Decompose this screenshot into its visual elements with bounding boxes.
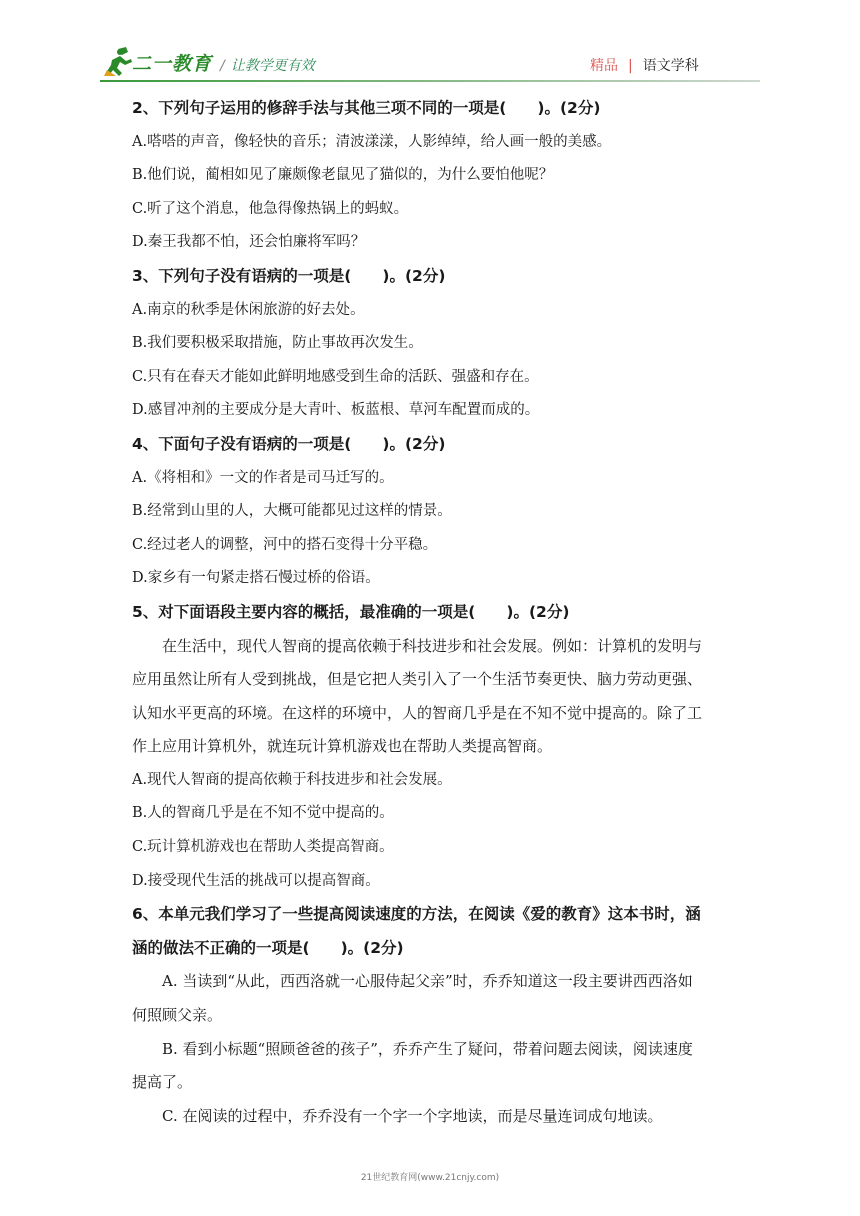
option: D.接受现代生活的挑战可以提高智商。 (132, 872, 380, 889)
option: C.只有在春天才能如此鲜明地感受到生命的活跃、强盛和存在。 (132, 368, 539, 385)
option: D.家乡有一句紧走搭石慢过桥的俗语。 (132, 570, 380, 587)
header-divider (100, 80, 760, 82)
page-footer: 21世纪教育网(www.21cnjy.com) (360, 1173, 500, 1183)
passage-line: 认知水平更高的环境。在这样的环境中，人的智商几乎是在不知不觉中提高的。除了工 (132, 703, 703, 722)
option: A.南京的秋季是休闲旅游的好去处。 (132, 301, 365, 318)
option: B.他们说，蔺相如见了廉颇像老鼠见了猫似的，为什么要怕他呢？ (132, 167, 554, 184)
option: C.听了这个消息，他急得像热锅上的蚂蚁。 (132, 200, 409, 217)
option: B.我们要积极采取措施，防止事故再次发生。 (132, 335, 423, 352)
logo-text: 二一教育 (132, 53, 213, 75)
option: A.现代人智商的提高依赖于科技进步和社会发展。 (132, 771, 452, 788)
option: C. 在阅读的过程中，乔乔没有一个字一个字地读，而是尽量连词成句地读。 (132, 1106, 663, 1125)
question-stem: 涵的做法不正确的一项是( )。(2分) (132, 938, 404, 957)
option: B.经常到山里的人，大概可能都见过这样的情景。 (132, 503, 452, 520)
option: A.《将相和》一文的作者是司马迁写的。 (132, 469, 394, 486)
header-separator: | (628, 58, 633, 74)
slash-divider: / (220, 58, 225, 74)
option-continuation: 提高了。 (132, 1073, 193, 1092)
badge-label: 精品 (590, 58, 618, 74)
runner-logo-icon (104, 46, 134, 78)
passage-line: 应用虽然让所有人受到挑战，但是它把人类引入了一个生活节奏更快、脑力劳动更强、 (132, 670, 703, 689)
question-stem: 2、下列句子运用的修辞手法与其他三项不同的一项是( )。(2分) (132, 99, 601, 117)
option: A. 当读到“从此，西西洛就一心服侍起父亲”时，乔乔知道这一段主要讲西西洛如 (132, 972, 693, 991)
subject-label (590, 55, 699, 75)
question-stem: 5、对下面语段主要内容的概括，最准确的一项是( )。(2分) (132, 602, 570, 621)
question-stem: 6、本单元我们学习了一些提高阅读速度的方法，在阅读《爱的教育》这本书时，涵 (132, 905, 701, 924)
question-stem: 3、下列句子没有语病的一项是( )。(2分) (132, 266, 446, 285)
question-stem: 4、下面句子没有语病的一项是( )。(2分) (132, 434, 446, 453)
option: D.感冒冲剂的主要成分是大青叶、板蓝根、草河车配置而成的。 (132, 402, 540, 419)
option: C.玩计算机游戏也在帮助人类提高智商。 (132, 839, 394, 856)
option: B. 看到小标题“照顾爸爸的孩子”，乔乔产生了疑问，带着问题去阅读，阅读速度 (132, 1039, 693, 1058)
option-continuation: 何照顾父亲。 (132, 1006, 223, 1025)
slogan (220, 55, 315, 75)
passage-line: 在生活中，现代人智商的提高依赖于科技进步和社会发展。例如：计算机的发明与 (132, 636, 703, 655)
slogan-text: 让教学更有效 (230, 58, 315, 74)
document-body (132, 92, 772, 1133)
subject-name: 语文学科 (642, 58, 699, 74)
passage-line: 作上应用计算机外，就连玩计算机游戏也在帮助人类提高智商。 (132, 737, 553, 756)
option: A.嗒嗒的声音，像轻快的音乐；清波漾漾，人影绰绰，给人画一般的美感。 (132, 133, 612, 150)
page-header (0, 0, 860, 90)
option: B.人的智商几乎是在不知不觉中提高的。 (132, 805, 394, 822)
logo (104, 46, 226, 82)
option: C.经过老人的调整，河中的搭石变得十分平稳。 (132, 536, 438, 553)
option: D.秦王我都不怕，还会怕廉将军吗？ (132, 234, 366, 251)
